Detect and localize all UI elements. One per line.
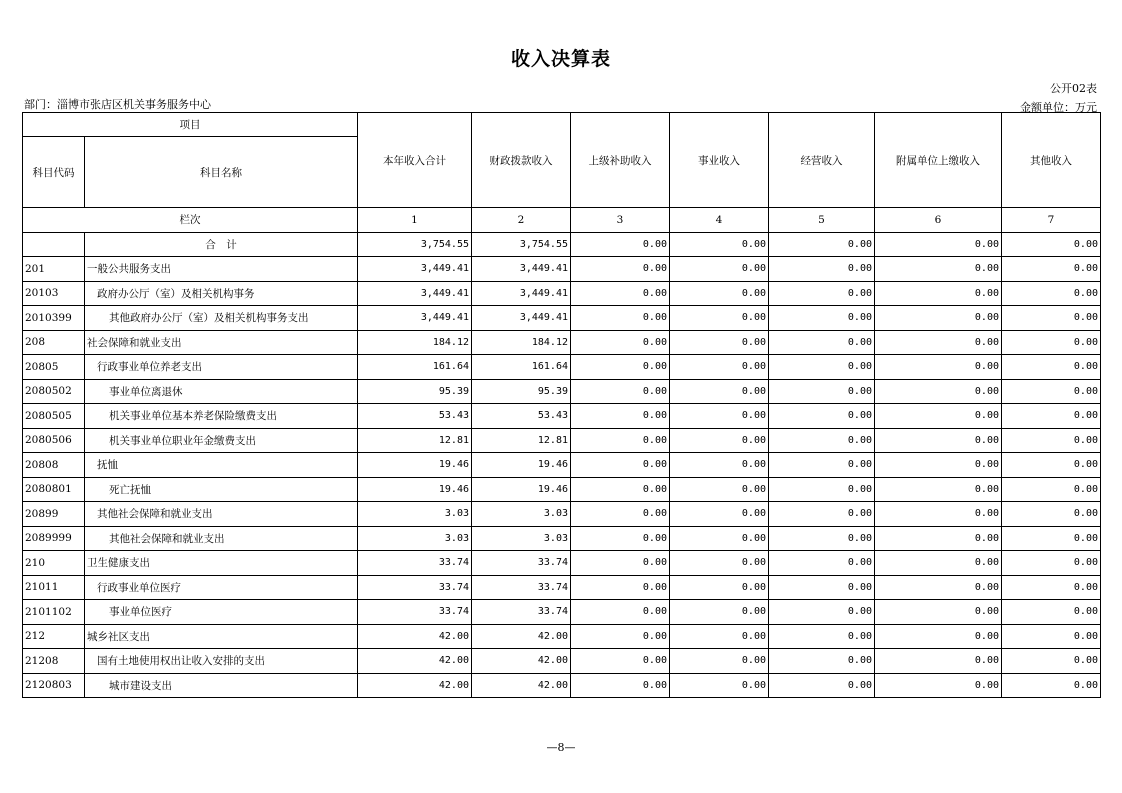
amount-cell: 0.00 [670, 379, 769, 404]
subject-code: 2080506 [23, 428, 85, 453]
subject-code: 2080505 [23, 404, 85, 429]
amount-cell: 0.00 [1002, 575, 1101, 600]
amount-cell: 0.00 [670, 575, 769, 600]
total-row [23, 232, 1101, 257]
amount-cell: 0.00 [1002, 453, 1101, 478]
total-value: 0.00 [571, 232, 670, 257]
department-label: 部门：淄博市张店区机关事务服务中心 [24, 98, 211, 111]
subject-code: 2010399 [23, 306, 85, 331]
amount-cell: 0.00 [875, 257, 1002, 282]
amount-cell: 0.00 [670, 257, 769, 282]
table-row [23, 306, 1101, 331]
amount-cell: 0.00 [1002, 551, 1101, 576]
amount-cell: 0.00 [1002, 355, 1101, 380]
column-number: 3 [571, 208, 670, 233]
amount-cell: 0.00 [875, 330, 1002, 355]
amount-cell: 0.00 [1002, 673, 1101, 698]
amount-cell: 0.00 [571, 673, 670, 698]
table-row [23, 624, 1101, 649]
subject-code: 20103 [23, 281, 85, 306]
amount-cell: 33.74 [358, 551, 472, 576]
subject-name: 其他社会保障和就业支出 [85, 502, 358, 527]
amount-cell: 0.00 [875, 428, 1002, 453]
amount-cell: 0.00 [769, 257, 875, 282]
table-row [23, 502, 1101, 527]
amount-cell: 0.00 [1002, 379, 1101, 404]
header-col: 经营收入 [769, 113, 875, 208]
amount-cell: 3,449.41 [358, 281, 472, 306]
subject-name: 其他社会保障和就业支出 [85, 526, 358, 551]
amount-cell: 0.00 [571, 526, 670, 551]
amount-cell: 0.00 [571, 330, 670, 355]
amount-cell: 161.64 [358, 355, 472, 380]
amount-cell: 0.00 [571, 551, 670, 576]
subject-code: 2101102 [23, 600, 85, 625]
subject-name: 城乡社区支出 [85, 624, 358, 649]
amount-cell: 0.00 [769, 649, 875, 674]
amount-cell: 53.43 [472, 404, 571, 429]
amount-cell: 0.00 [670, 355, 769, 380]
subject-name: 城市建设支出 [85, 673, 358, 698]
amount-cell: 0.00 [670, 281, 769, 306]
amount-cell: 33.74 [472, 575, 571, 600]
total-value: 0.00 [670, 232, 769, 257]
amount-cell: 0.00 [875, 477, 1002, 502]
subject-code: 21011 [23, 575, 85, 600]
income-table [22, 112, 1101, 698]
subject-name: 一般公共服务支出 [85, 257, 358, 282]
header-col: 事业收入 [670, 113, 769, 208]
amount-cell: 0.00 [875, 624, 1002, 649]
total-value: 0.00 [769, 232, 875, 257]
amount-cell: 0.00 [571, 624, 670, 649]
amount-cell: 3,449.41 [472, 306, 571, 331]
amount-cell: 0.00 [670, 673, 769, 698]
header-col: 上级补助收入 [571, 113, 670, 208]
amount-cell: 0.00 [875, 649, 1002, 674]
amount-cell: 12.81 [472, 428, 571, 453]
amount-cell: 0.00 [571, 453, 670, 478]
amount-cell: 0.00 [571, 257, 670, 282]
amount-cell: 0.00 [571, 306, 670, 331]
amount-cell: 0.00 [670, 477, 769, 502]
amount-cell: 0.00 [875, 673, 1002, 698]
amount-cell: 0.00 [670, 428, 769, 453]
page-title: 收入决算表 [510, 48, 611, 70]
amount-cell: 19.46 [472, 453, 571, 478]
subject-code: 2080801 [23, 477, 85, 502]
amount-cell: 0.00 [571, 379, 670, 404]
table-row [23, 379, 1101, 404]
total-value: 3,754.55 [358, 232, 472, 257]
amount-cell: 3,449.41 [472, 281, 571, 306]
amount-cell: 0.00 [670, 306, 769, 331]
table-row [23, 600, 1101, 625]
amount-cell: 0.00 [670, 649, 769, 674]
total-value: 0.00 [875, 232, 1002, 257]
amount-cell: 0.00 [670, 502, 769, 527]
amount-cell: 3,449.41 [358, 257, 472, 282]
amount-cell: 33.74 [358, 575, 472, 600]
subject-code: 2120803 [23, 673, 85, 698]
amount-cell: 0.00 [769, 673, 875, 698]
amount-cell: 0.00 [769, 575, 875, 600]
amount-cell: 0.00 [875, 502, 1002, 527]
amount-cell: 0.00 [670, 404, 769, 429]
column-number: 7 [1002, 208, 1101, 233]
subject-name: 行政事业单位医疗 [85, 575, 358, 600]
amount-cell: 0.00 [670, 624, 769, 649]
amount-cell: 95.39 [358, 379, 472, 404]
amount-cell: 3.03 [358, 502, 472, 527]
subject-code: 210 [23, 551, 85, 576]
column-number: 6 [875, 208, 1002, 233]
unit-label: 金额单位：万元 [1020, 101, 1097, 114]
subject-code: 20899 [23, 502, 85, 527]
amount-cell: 3.03 [358, 526, 472, 551]
subject-code: 20805 [23, 355, 85, 380]
subject-name: 机关事业单位基本养老保险缴费支出 [85, 404, 358, 429]
subject-name: 政府办公厅（室）及相关机构事务 [85, 281, 358, 306]
amount-cell: 0.00 [670, 330, 769, 355]
subject-name: 国有土地使用权出让收入安排的支出 [85, 649, 358, 674]
amount-cell: 0.00 [1002, 624, 1101, 649]
amount-cell: 42.00 [472, 673, 571, 698]
amount-cell: 0.00 [875, 404, 1002, 429]
amount-cell: 19.46 [358, 477, 472, 502]
amount-cell: 0.00 [1002, 306, 1101, 331]
table-row [23, 355, 1101, 380]
header-col: 其他收入 [1002, 113, 1101, 208]
amount-cell: 0.00 [769, 551, 875, 576]
subject-name: 抚恤 [85, 453, 358, 478]
amount-cell: 0.00 [571, 575, 670, 600]
header-col: 附属单位上缴收入 [875, 113, 1002, 208]
amount-cell: 42.00 [472, 649, 571, 674]
table-row [23, 453, 1101, 478]
table-row [23, 428, 1101, 453]
amount-cell: 0.00 [571, 649, 670, 674]
header-lanci: 栏次 [23, 208, 358, 233]
header-name: 科目名称 [85, 137, 358, 208]
subject-name: 机关事业单位职业年金缴费支出 [85, 428, 358, 453]
amount-cell: 0.00 [1002, 649, 1101, 674]
subject-name: 其他政府办公厅（室）及相关机构事务支出 [85, 306, 358, 331]
amount-cell: 0.00 [1002, 281, 1101, 306]
subject-code: 212 [23, 624, 85, 649]
amount-cell: 0.00 [670, 453, 769, 478]
amount-cell: 19.46 [472, 477, 571, 502]
amount-cell: 33.74 [472, 551, 571, 576]
amount-cell: 0.00 [875, 355, 1002, 380]
amount-cell: 184.12 [358, 330, 472, 355]
amount-cell: 0.00 [769, 379, 875, 404]
amount-cell: 0.00 [1002, 330, 1101, 355]
amount-cell: 0.00 [670, 526, 769, 551]
table-row [23, 404, 1101, 429]
amount-cell: 42.00 [358, 673, 472, 698]
amount-cell: 53.43 [358, 404, 472, 429]
amount-cell: 3,449.41 [472, 257, 571, 282]
amount-cell: 33.74 [472, 600, 571, 625]
amount-cell: 0.00 [769, 477, 875, 502]
amount-cell: 0.00 [769, 600, 875, 625]
total-label: 合 计 [85, 232, 358, 257]
header-code: 科目代码 [23, 137, 85, 208]
amount-cell: 184.12 [472, 330, 571, 355]
amount-cell: 0.00 [571, 502, 670, 527]
total-code [23, 232, 85, 257]
amount-cell: 0.00 [875, 379, 1002, 404]
amount-cell: 0.00 [769, 306, 875, 331]
amount-cell: 0.00 [769, 526, 875, 551]
amount-cell: 0.00 [1002, 502, 1101, 527]
subject-code: 21208 [23, 649, 85, 674]
amount-cell: 0.00 [769, 453, 875, 478]
subject-code: 2089999 [23, 526, 85, 551]
amount-cell: 0.00 [769, 428, 875, 453]
amount-cell: 3.03 [472, 526, 571, 551]
amount-cell: 0.00 [875, 453, 1002, 478]
amount-cell: 0.00 [1002, 428, 1101, 453]
column-number: 2 [472, 208, 571, 233]
amount-cell: 3.03 [472, 502, 571, 527]
amount-cell: 0.00 [571, 355, 670, 380]
amount-cell: 0.00 [769, 281, 875, 306]
subject-code: 2080502 [23, 379, 85, 404]
amount-cell: 161.64 [472, 355, 571, 380]
header-col: 本年收入合计 [358, 113, 472, 208]
amount-cell: 0.00 [1002, 477, 1101, 502]
amount-cell: 42.00 [358, 624, 472, 649]
amount-cell: 3,449.41 [358, 306, 472, 331]
table-row [23, 477, 1101, 502]
table-row [23, 673, 1101, 698]
table-row [23, 257, 1101, 282]
column-number: 4 [670, 208, 769, 233]
amount-cell: 0.00 [875, 600, 1002, 625]
form-number: 公开02表 [1050, 82, 1097, 95]
amount-cell: 19.46 [358, 453, 472, 478]
amount-cell: 0.00 [670, 551, 769, 576]
subject-name: 卫生健康支出 [85, 551, 358, 576]
amount-cell: 0.00 [571, 404, 670, 429]
amount-cell: 0.00 [769, 355, 875, 380]
amount-cell: 0.00 [571, 428, 670, 453]
amount-cell: 0.00 [571, 600, 670, 625]
subject-name: 行政事业单位养老支出 [85, 355, 358, 380]
amount-cell: 0.00 [769, 404, 875, 429]
subject-name: 死亡抚恤 [85, 477, 358, 502]
table-row [23, 575, 1101, 600]
total-value: 0.00 [1002, 232, 1101, 257]
subject-name: 事业单位离退休 [85, 379, 358, 404]
amount-cell: 0.00 [875, 551, 1002, 576]
amount-cell: 0.00 [670, 600, 769, 625]
subject-code: 20808 [23, 453, 85, 478]
amount-cell: 12.81 [358, 428, 472, 453]
subject-code: 208 [23, 330, 85, 355]
total-value: 3,754.55 [472, 232, 571, 257]
table-row [23, 330, 1101, 355]
header-project: 项目 [23, 113, 358, 137]
table-row [23, 649, 1101, 674]
table-row [23, 281, 1101, 306]
amount-cell: 0.00 [769, 624, 875, 649]
table-row [23, 551, 1101, 576]
amount-cell: 0.00 [571, 477, 670, 502]
amount-cell: 33.74 [358, 600, 472, 625]
amount-cell: 0.00 [571, 281, 670, 306]
page-number: —8— [546, 741, 576, 754]
column-number: 5 [769, 208, 875, 233]
column-number: 1 [358, 208, 472, 233]
amount-cell: 0.00 [875, 575, 1002, 600]
amount-cell: 0.00 [1002, 404, 1101, 429]
amount-cell: 0.00 [875, 306, 1002, 331]
table-row [23, 526, 1101, 551]
header-col: 财政拨款收入 [472, 113, 571, 208]
amount-cell: 95.39 [472, 379, 571, 404]
amount-cell: 0.00 [769, 330, 875, 355]
subject-code: 201 [23, 257, 85, 282]
amount-cell: 42.00 [358, 649, 472, 674]
amount-cell: 0.00 [769, 502, 875, 527]
amount-cell: 0.00 [1002, 257, 1101, 282]
subject-name: 社会保障和就业支出 [85, 330, 358, 355]
amount-cell: 0.00 [875, 281, 1002, 306]
amount-cell: 0.00 [1002, 600, 1101, 625]
amount-cell: 42.00 [472, 624, 571, 649]
amount-cell: 0.00 [875, 526, 1002, 551]
amount-cell: 0.00 [1002, 526, 1101, 551]
subject-name: 事业单位医疗 [85, 600, 358, 625]
